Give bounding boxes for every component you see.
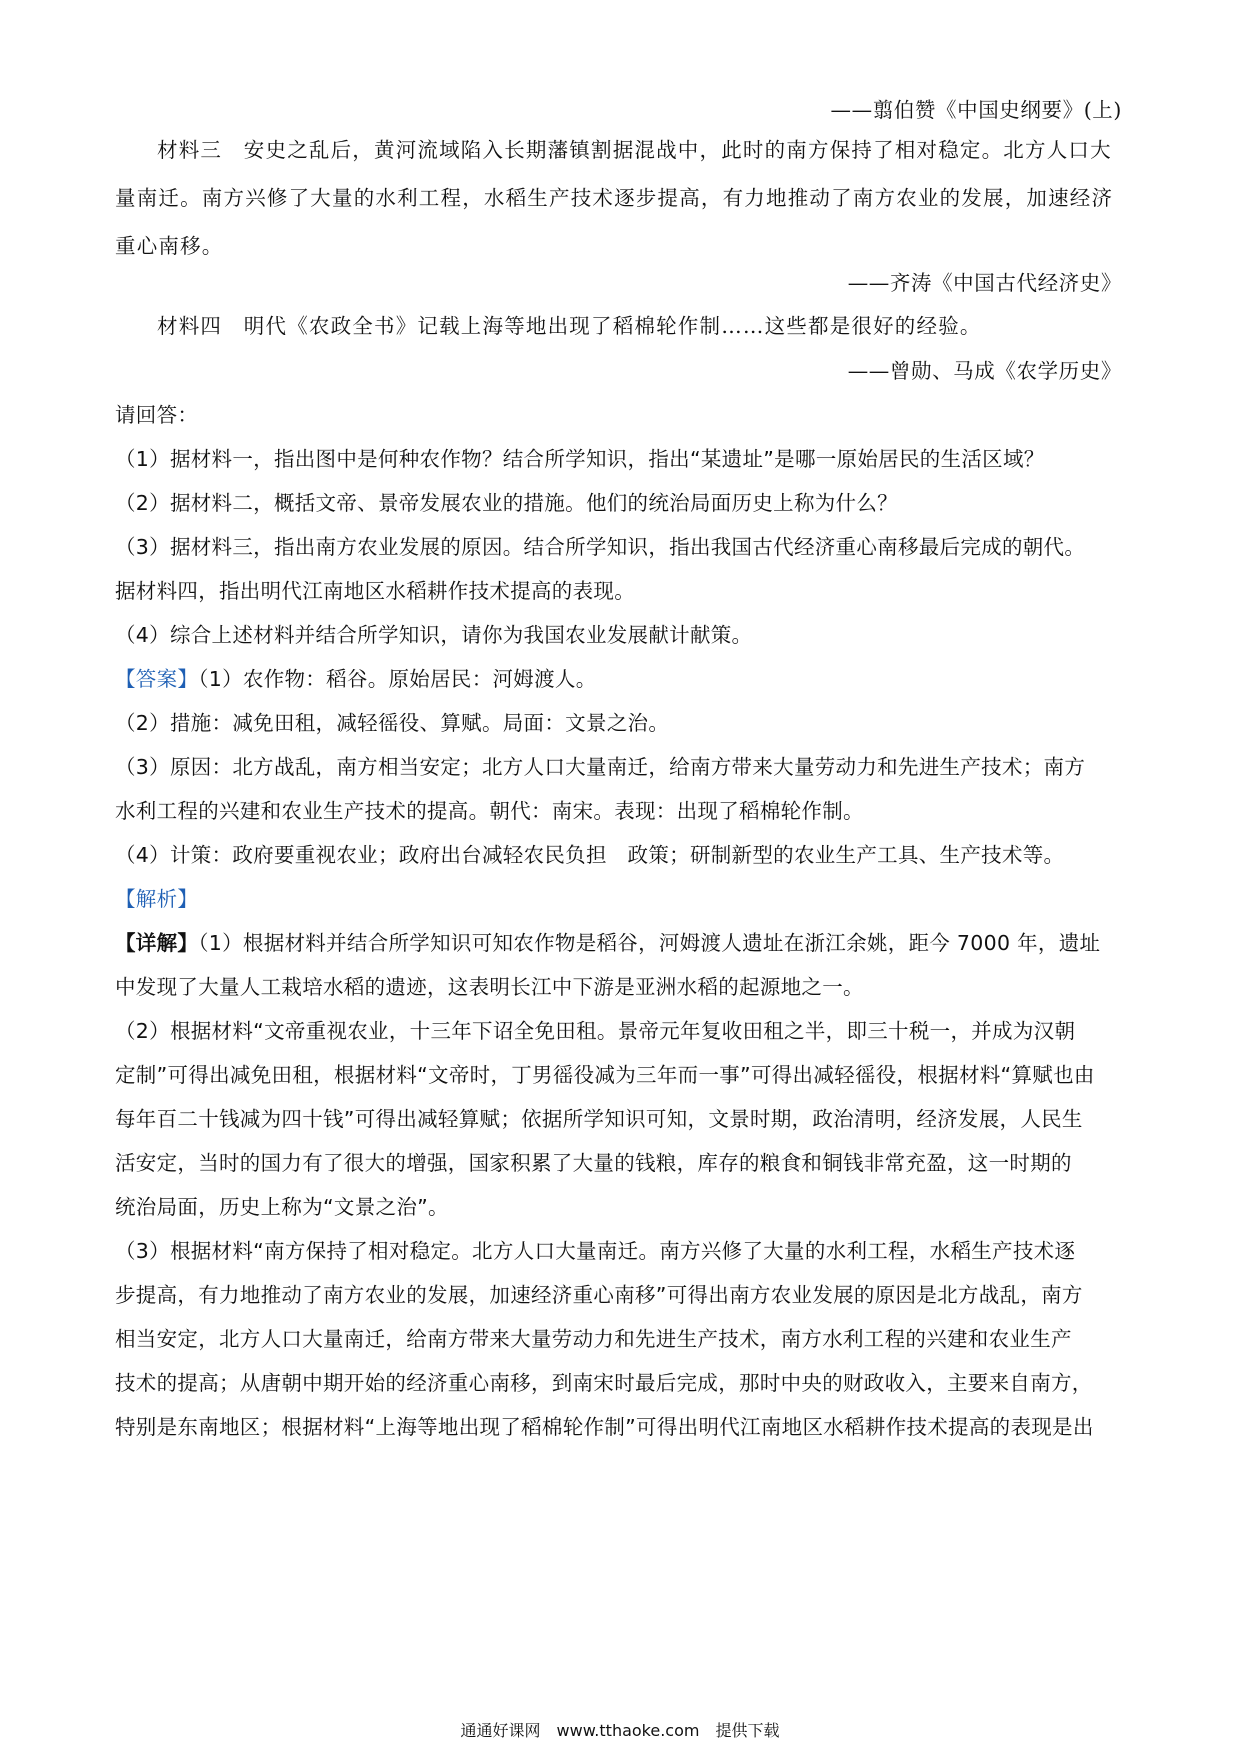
- detail-line: 每年百二十钱减为四十钱”可得出减轻算赋；依据所学知识可知，文景时期，政治清明，经济发展，人民生: [115, 1107, 1083, 1131]
- prompt-label: 请回答：: [115, 403, 199, 427]
- question-line: （4）综合上述材料并结合所学知识，请你为我国农业发展献计献策。: [115, 623, 753, 647]
- detail-line: （3）根据材料“南方保持了相对稳定。北方人口大量南迁。南方兴修了大量的水利工程，水稻生产技术逐: [115, 1239, 1076, 1263]
- analysis-tag: 【解析】: [115, 887, 199, 911]
- material-three-line: 量南迁。南方兴修了大量的水利工程，水稻生产技术逐步提高，有力地推动了南方农业的发展，加速经济: [115, 186, 1114, 210]
- material-three-line: 重心南移。: [115, 234, 224, 258]
- material-three: [115, 126, 1125, 270]
- detail-line: [115, 926, 1100, 956]
- answer-tag: 【答案】: [115, 667, 199, 691]
- answer-line: （2）措施：减免田租，减轻徭役、算赋。局面：文景之治。: [115, 711, 670, 735]
- detail-tag: 【详解】: [115, 931, 199, 955]
- detail-line: 统治局面，历史上称为“文景之治”。: [115, 1195, 449, 1219]
- detail-line: 活安定，当时的国力有了很大的增强，国家积累了大量的钱粮，库存的粮食和铜钱非常充盈，这一时期的: [115, 1151, 1072, 1175]
- question-line: （3）据材料三，指出南方农业发展的原因。结合所学知识，指出我国古代经济重心南移最后完成的朝代。: [115, 535, 1086, 559]
- source-citation: ——齐涛《中国古代经济史》: [847, 271, 1122, 295]
- detail-text: （1）根据材料并结合所学知识可知农作物是稻谷，河姆渡人遗址在浙江余姚，距今 7000 年，遗址: [198, 931, 1101, 955]
- detail-line: （2）根据材料“文帝重视农业，十三年下诏全免田租。景帝元年复收田租之半，即三十税一，并成为汉朝: [115, 1019, 1076, 1043]
- answer-line: [115, 662, 597, 692]
- detail-line: 步提高，有力地推动了南方农业的发展，加速经济重心南移”可得出南方农业发展的原因是北方战乱，南方: [115, 1283, 1083, 1307]
- detail-line: 技术的提高；从唐朝中期开始的经济重心南移，到南宋时最后完成，那时中央的财政收入，主要来自南方，: [115, 1371, 1093, 1395]
- answer-text: （1）农作物：稻谷。原始居民：河姆渡人。: [198, 667, 597, 691]
- question-line: （2）据材料二，概括文帝、景帝发展农业的措施。他们的统治局面历史上称为什么？: [115, 491, 898, 515]
- detail-line: 相当安定，北方人口大量南迁，给南方带来大量劳动力和先进生产技术，南方水利工程的兴建和农业生产: [115, 1327, 1072, 1351]
- question-line: （1）据材料一，指出图中是何种农作物？结合所学知识，指出“某遗址”是哪一原始居民的生活区域？: [115, 447, 1045, 471]
- page-footer: 通通好课网 www.tthaoke.com 提供下载: [460, 1721, 780, 1740]
- detail-line: 特别是东南地区；根据材料“上海等地出现了稻棉轮作制”可得出明代江南地区水稻耕作技术提高的表现是出: [115, 1415, 1094, 1439]
- answer-line: 水利工程的兴建和农业生产技术的提高。朝代：南宋。表现：出现了稻棉轮作制。: [115, 799, 864, 823]
- answer-line: （4）计策：政府要重视农业；政府出台减轻农民负担 政策；研制新型的农业生产工具、生产技术等。: [115, 843, 1065, 867]
- material-three-line: 材料三 安史之乱后，黄河流域陷入长期藩镇割据混战中，此时的南方保持了相对稳定。北方人口大: [157, 138, 1112, 162]
- source-citation: ——翦伯赞《中国史纲要》(上): [830, 98, 1122, 122]
- material-four: [115, 302, 1125, 350]
- detail-line: 中发现了大量人工栽培水稻的遗迹，这表明长江中下游是亚洲水稻的起源地之一。: [115, 975, 864, 999]
- question-line: 据材料四，指出明代江南地区水稻耕作技术提高的表现。: [115, 579, 635, 603]
- answer-line: （3）原因：北方战乱，南方相当安定；北方人口大量南迁，给南方带来大量劳动力和先进生产技术；南方: [115, 755, 1086, 779]
- source-citation: ——曾勋、马成《农学历史》: [847, 359, 1122, 383]
- detail-line: 定制”可得出减免田租，根据材料“文帝时，丁男徭役减为三年而一事”可得出减轻徭役，根据材料“算赋也由: [115, 1063, 1095, 1087]
- material-four-line: 材料四 明代《农政全书》记载上海等地出现了稻棉轮作制……这些都是很好的经验。: [157, 314, 982, 338]
